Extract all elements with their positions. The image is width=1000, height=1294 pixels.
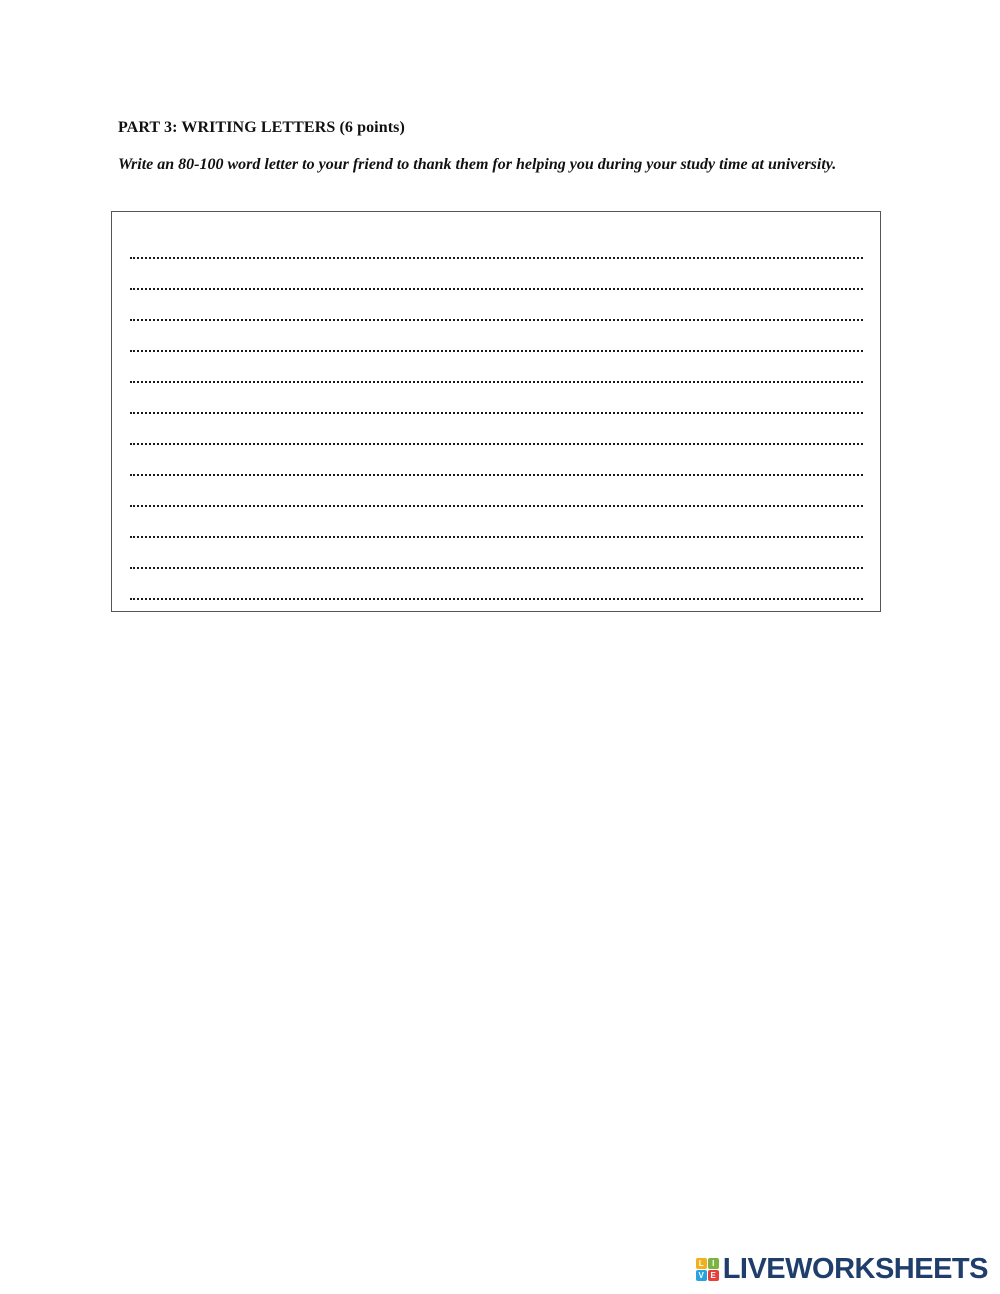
brand-name: LIVEWORKSHEETS <box>722 1253 988 1285</box>
answer-line[interactable] <box>130 598 863 600</box>
section-heading: PART 3: WRITING LETTERS (6 points) <box>118 119 405 136</box>
answer-line[interactable] <box>130 505 863 507</box>
logo-square: V <box>696 1270 707 1281</box>
answer-line[interactable] <box>130 536 863 538</box>
logo-square: E <box>708 1270 719 1281</box>
answer-line[interactable] <box>130 257 863 259</box>
answer-box[interactable] <box>111 211 881 612</box>
answer-line[interactable] <box>130 381 863 383</box>
task-instruction: Write an 80-100 word letter to your friend to thank them for helping you during your study time at university. <box>118 156 837 173</box>
answer-line[interactable] <box>130 288 863 290</box>
logo-square: L <box>696 1258 707 1269</box>
answer-line[interactable] <box>130 474 863 476</box>
answer-line[interactable] <box>130 412 863 414</box>
answer-line[interactable] <box>130 319 863 321</box>
logo-square: I <box>708 1258 719 1269</box>
liveworksheets-logo-icon <box>696 1258 719 1281</box>
liveworksheets-logo <box>696 1255 988 1284</box>
answer-line[interactable] <box>130 350 863 352</box>
answer-line[interactable] <box>130 443 863 445</box>
answer-line[interactable] <box>130 567 863 569</box>
